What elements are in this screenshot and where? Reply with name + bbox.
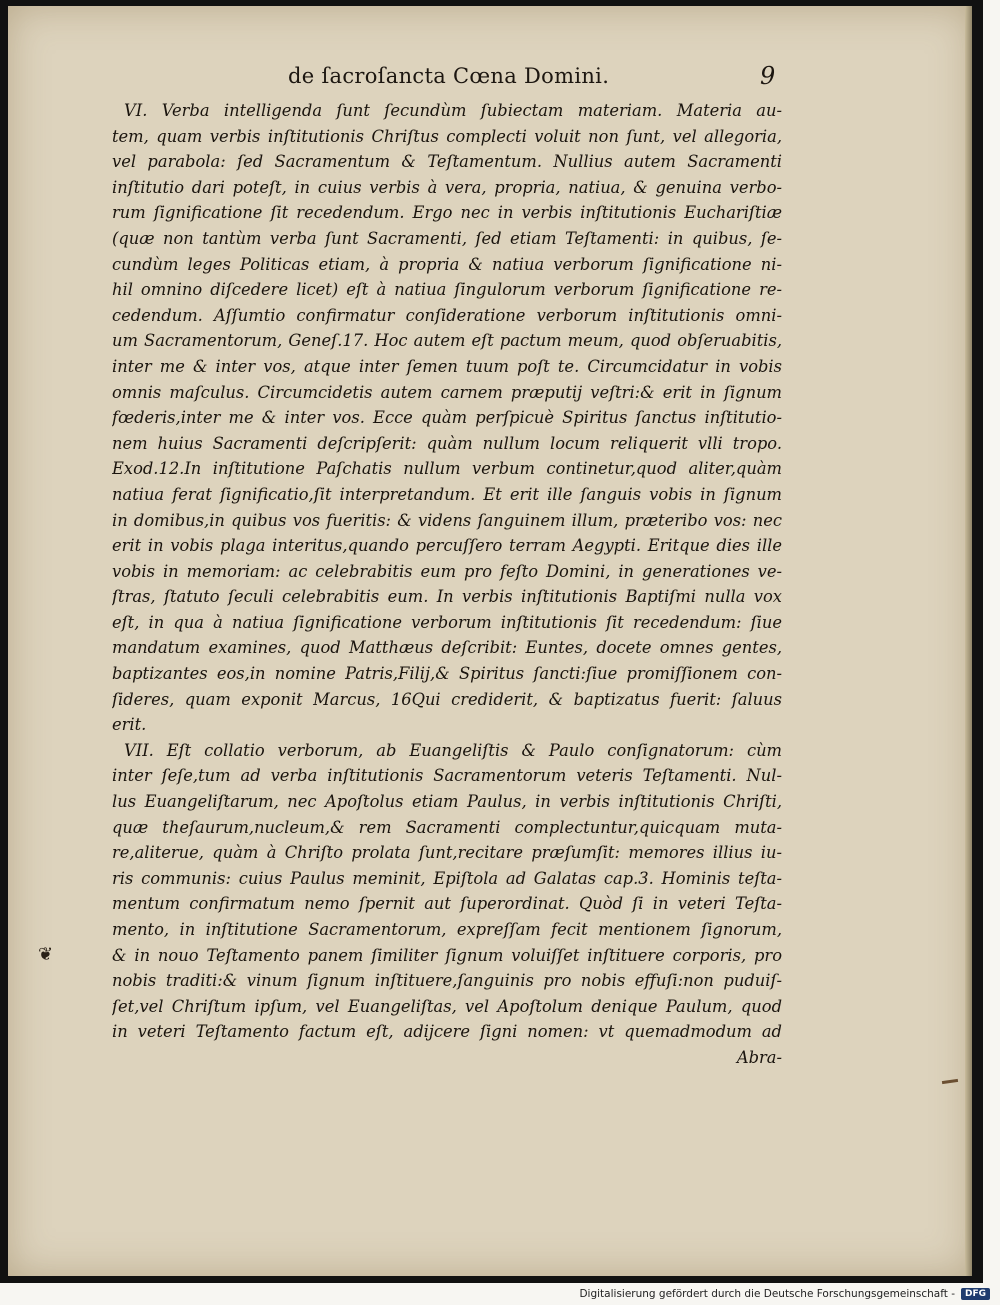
text-line: mento, in inſtitutione Sacramentorum, expreſſam fecit mentionem ſignorum, (112, 920, 782, 939)
text-line: inſtitutio dari poteſt, in cuius verbis à vera, propria, natiua, & genuina verbo- (112, 177, 782, 197)
text-line: lus Euangeliſtarum, nec Apoſtolus etiam Paulus, in verbis inſtitutionis Chriſti, (112, 792, 782, 812)
text-line: tem, quam verbis inſtitutionis Chriſtus complecti voluit non ſunt, vel allegoria, (112, 126, 782, 146)
text-line: fœderis,inter me & inter vos. Ecce quàm perſpicuè Spiritus ſanctus inſtitutio- (112, 408, 782, 428)
text-line: erit in vobis plaga interitus,quando percuſſero terram Aegypti. Eritque dies ille (112, 536, 782, 556)
text-line: hil omnino diſcedere licet) eſt à natiua ſingulorum verborum ſignificatione re- (112, 280, 782, 300)
ink-mark (942, 1079, 958, 1084)
text-line: ſtras, ſtatuto ſeculi celebrabitis eum. In verbis inſtitutionis Baptiſmi nulla vox (112, 587, 782, 607)
page-edge (965, 6, 972, 1276)
text-line: nem huius Sacramenti deſcripſerit: quàm nullum locum reliquerit vlli tropo. (112, 433, 782, 453)
dfg-logo: DFG (961, 1288, 990, 1300)
text-line: (quæ non tantùm verba ſunt Sacramenti, ſed etiam Teſtamenti: in quibus, ſe- (112, 228, 782, 248)
running-title: de ſacroſancta Cœna Domini. (288, 64, 610, 88)
text-line: VII. Eſt collatio verborum, ab Euangeliſtis & Paulo conſignatorum: cùm (124, 740, 782, 760)
text-line: mandatum examines, quod Matthæus deſcribit: Euntes, docete omnes gentes, (112, 638, 782, 658)
text-line: um Sacramentorum, Geneſ.17. Hoc autem eſt pactum meum, quod obſeruabitis, (112, 331, 782, 351)
text-line: eſt, in qua à natiua ſignificatione verborum inſtitutionis ſit recedendum: ſiue (112, 612, 782, 632)
text-line: cedendum. Aſſumtio confirmatur conſideratione verborum inſtitutionis omni- (112, 305, 782, 325)
text-line: & in nouo Teſtamento panem ſimiliter ſignum voluiſſet inſtituere corporis, pro (112, 945, 782, 965)
text-line: rum ſignificatione ſit recedendum. Ergo nec in verbis inſtitutionis Euchariſtiæ (112, 203, 782, 223)
text-line: nobis traditi:& vinum ſignum inſtituere,ſanguinis pro nobis effuſi:non puduiſ- (112, 971, 782, 991)
text-line: inter ſeſe,tum ad verba inſtitutionis Sacramentorum veteris Teſtamenti. Nul- (112, 766, 782, 786)
body-text (112, 98, 782, 1071)
text-line: quæ theſaurum,nucleum,& rem Sacramenti complectuntur,quicquam muta- (112, 817, 782, 837)
text-line: re,aliterue, quàm à Chriſto prolata ſunt,recitare præſumſit: memores illius iu- (112, 843, 782, 863)
text-line: baptizantes eos,in nomine Patris,Filij,& Spiritus ſancti:ſiue promiſſionem con- (112, 664, 782, 684)
text-line: Exod.12.In inſtitutione Paſchatis nullum verbum continetur,quod aliter,quàm (112, 459, 782, 479)
text-line: mentum confirmatum nemo ſpernit aut ſuperordinat. Quòd ſi in veteri Teſta- (112, 894, 782, 914)
ink-blot-icon: ❦ (38, 944, 54, 965)
text-line: vel parabola: ſed Sacramentum & Teſtamentum. Nullius autem Sacramenti (112, 152, 782, 172)
text-line: natiua ferat ſignificatio,ſit interpretandum. Et erit ille ſanguis vobis in ſignum (112, 484, 782, 504)
text-line: ſet,vel Chriſtum ipſum, vel Euangeliſtas, vel Apoſtolum denique Paulum, quod (112, 996, 782, 1016)
catchword: Abra- (736, 1047, 782, 1067)
text-line: cundùm leges Politicas etiam, à propria & natiua verborum ſignificatione ni- (112, 254, 782, 274)
book-page (8, 6, 972, 1276)
text-line: in domibus,in quibus vos fueritis: & videns ſanguinem illum, præteribo vos: nec (112, 510, 782, 530)
footer (579, 1285, 990, 1303)
text-line: in veteri Teſtamento factum eſt, adijcere ſigni nomen: vt quemadmodum ad (112, 1022, 782, 1042)
footer-credit: Digitalisierung gefördert durch die Deutsche Forschungsgemeinschaft - (579, 1288, 955, 1300)
text-line: erit. (112, 715, 147, 735)
text-line: ſideres, quam exponit Marcus, 16Qui crediderit, & baptizatus fuerit: ſaluus (112, 689, 782, 709)
folio-number: 9 (760, 62, 776, 90)
text-line: VI. Verba intelligenda ſunt ſecundùm ſubiectam materiam. Materia au- (124, 101, 782, 120)
text-line: inter me & inter vos, atque inter ſemen tuum poſt te. Circumcidatur in vobis (112, 356, 782, 376)
text-line: omnis maſculus. Circumcidetis autem carnem præputij veſtri:& erit in ſignum (112, 382, 782, 402)
text-line: ris communis: cuius Paulus meminit, Epiſtola ad Galatas cap.3. Hominis teſta- (112, 868, 782, 888)
text-line: vobis in memoriam: ac celebrabitis eum pro feſto Domini, in generationes ve- (112, 561, 782, 581)
